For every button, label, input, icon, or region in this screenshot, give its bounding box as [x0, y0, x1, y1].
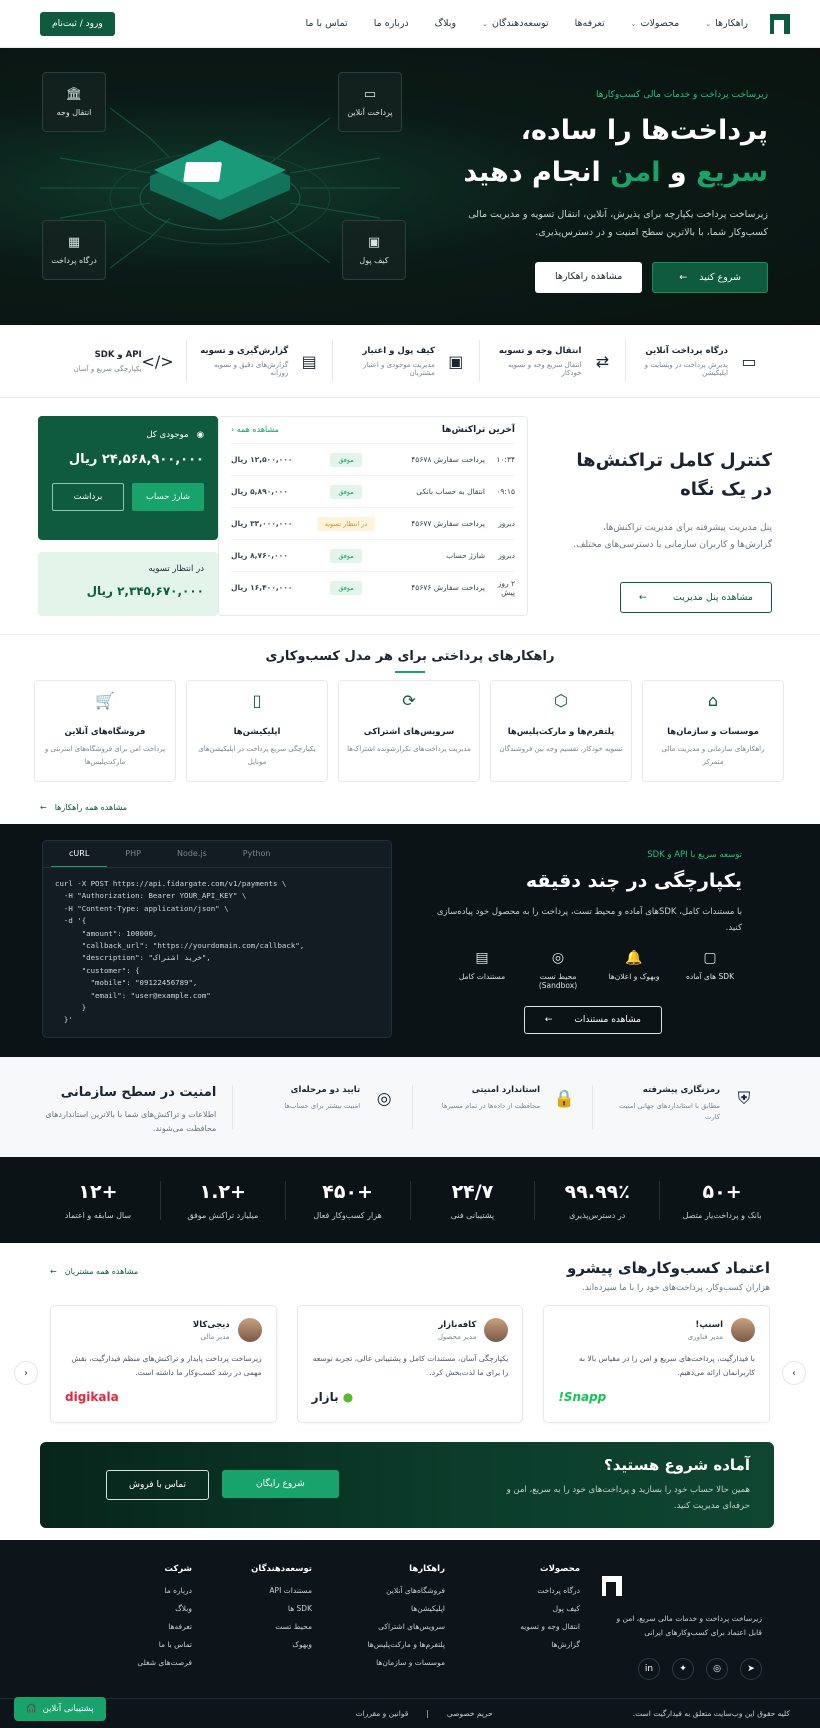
stat-uptime: ۹۹.۹۹٪ در دسترس‌پذیری [534, 1181, 659, 1220]
solution-card-apps[interactable]: ▯ اپلیکیشن‌ها یکپارچگی سریع پرداخت در اپلیکیشن‌های موبایل [186, 680, 328, 782]
footer-link[interactable]: مستندات API [269, 1586, 312, 1595]
hero-card-gateway: ▦ درگاه پرداخت [42, 220, 106, 280]
testimonial-card: کافه‌بازار مدیر محصول یکپارچگی آسان، مستندات کامل و پشتیبانی عالی، تجربه توسعه را برای ما لذت‌بخش کرد. ● بازار [297, 1305, 524, 1423]
table-row[interactable]: ۱۰:۳۴ پرداخت سفارش ۴۵۶۷۸ موفق ۱۲,۵۰۰,۰۰۰ ریال [231, 443, 515, 475]
nav-developers[interactable]: توسعه‌دهندگان ⌄ [482, 18, 549, 29]
charge-button[interactable]: شارژ حساب [132, 483, 204, 511]
linkedin-icon[interactable]: in [638, 1658, 660, 1680]
headset-icon: 🎧 [26, 1704, 37, 1714]
dev-title: یکپارچگی در چند دقیقه [525, 870, 742, 892]
footer-link[interactable]: پلتفرم‌ها و مارکت‌پلیس‌ها [367, 1640, 445, 1649]
view-panel-button[interactable]: مشاهده پنل مدیریت ← [620, 582, 772, 613]
dev-feature-docs: ▤ مستندات کامل [450, 950, 514, 990]
stat-years: +۱۲ سال سابقه و اعتماد [64, 1180, 132, 1220]
twitter-icon[interactable]: ✦ [672, 1658, 694, 1680]
bank-icon: 🏛 [65, 87, 83, 102]
tab-python[interactable]: Python [242, 849, 271, 858]
cta-desc: همین حالا حساب خود را بسازید و پرداخت‌های خود را به سریع، امن و حرفه‌ای مدیریت کنید. [506, 1485, 750, 1511]
code-block [42, 840, 392, 1038]
tab-nodejs[interactable]: Node.js [176, 849, 207, 858]
avatar [238, 1318, 262, 1342]
table-row[interactable]: دیروز شارژ حساب موفق ۸,۷۶۰,۰۰۰ ریال [231, 539, 515, 571]
footer-link[interactable]: فروشگاه‌های آنلاین [386, 1586, 445, 1595]
footer-link[interactable]: موسسات و سازمان‌ها [376, 1658, 445, 1667]
arrow-left-icon: ← [50, 1267, 57, 1276]
document-icon: ▤ [475, 950, 489, 966]
security-item-encryption: ⛨ رمزنگاری پیشرفته مطابق با استانداردهای جهانی امنیت کارت [592, 1085, 772, 1129]
view-docs-button[interactable]: مشاهده مستندات ← [524, 1006, 662, 1034]
footer-link[interactable]: گزارش‌ها [551, 1640, 580, 1649]
table-row[interactable]: دیروز پرداخت سفارش ۴۵۶۷۷ در انتظار تسویه ۳۳,۰۰۰,۰۰۰ ریال [231, 507, 515, 539]
withdraw-button[interactable]: برداشت [52, 483, 124, 511]
nav-blog[interactable]: وبلاگ [434, 18, 457, 29]
nav-pricing[interactable]: تعرفه‌ها [574, 18, 605, 29]
qr-icon: ▦ [67, 235, 81, 250]
footer-brand: زیرساخت پرداخت و خدمات مالی سریع، امن و قابل اعتماد برای کسب‌وکارهای ایرانی ➤ ◎ ✦ in [602, 1576, 762, 1680]
brand-logo: ● بازار [311, 1390, 354, 1404]
status-badge: موفق [330, 549, 361, 563]
card-icon: ▭ [363, 87, 377, 102]
pending-card: در انتظار تسویه ۲,۳۴۵,۶۷۰,۰۰۰ ریال [38, 552, 218, 616]
balance-card: ◉ موجودی کل ۲۴,۵۶۸,۹۰۰,۰۰۰ ریال شارژ حساب برداشت [38, 416, 218, 540]
solution-card-enterprise[interactable]: ⌂ موسسات و سازمان‌ها راهکارهای سازمانی و مدیریت مالی متمرکز [642, 680, 784, 782]
view-all-customers-link[interactable]: مشاهده همه مشتریان ← [50, 1267, 139, 1276]
logo-icon[interactable] [770, 14, 790, 34]
dev-feature-sdk: ▢ SDK های آماده [678, 950, 742, 990]
view-all-solutions-link[interactable]: مشاهده همه راهکارها ← [40, 803, 128, 812]
report-icon: ▤ [301, 351, 317, 371]
footer-link[interactable]: SDK ها [287, 1604, 312, 1613]
online-support-button[interactable]: پشتیبانی آنلاین 🎧 [14, 1697, 106, 1721]
nav-products[interactable]: محصولات ⌄ [630, 18, 680, 29]
refresh-icon: ⟳ [402, 691, 416, 710]
footer-link[interactable]: وبلاگ [175, 1604, 192, 1613]
footer-link[interactable]: درگاه پرداخت [537, 1586, 580, 1595]
testimonials-subtitle: هزاران کسب‌وکار، پرداخت‌های خود را با ما سپرده‌اند. [582, 1283, 770, 1293]
stat-support: ۲۴/۷ پشتیبانی فنی [410, 1181, 535, 1220]
stat-businesses: +۴۵۰ هزار کسب‌وکار فعال [285, 1181, 410, 1220]
status-badge: موفق [330, 453, 361, 467]
security-section [0, 1057, 820, 1157]
solution-card-shops[interactable]: 🛒 فروشگاه‌های آنلاین پرداخت امن برای فروشگاه‌های اینترنتی و مارکت‌پلیس‌ها [34, 680, 176, 782]
chevron-down-icon: ⌄ [705, 19, 712, 28]
lock-icon: 🔒 [553, 1089, 575, 1109]
footer-link[interactable]: تعرفه‌ها [168, 1622, 192, 1631]
tab-curl[interactable]: cURL [51, 841, 107, 867]
arrow-left-icon: ← [544, 1015, 553, 1025]
cart-icon: 🛒 [95, 691, 115, 710]
features-bar [0, 325, 820, 398]
tab-php[interactable]: PHP [125, 849, 141, 858]
footer-bottom: کلیه حقوق این وب‌سایت متعلق به فیدارگیت است. حریم خصوصی | قوانین و مقررات [0, 1698, 820, 1728]
developer-section [0, 824, 820, 1057]
free-start-button[interactable]: شروع رایگان [222, 1470, 339, 1498]
copyright: کلیه حقوق این وب‌سایت متعلق به فیدارگیت است. [632, 1709, 790, 1718]
status-badge: موفق [330, 485, 361, 499]
title-underline [395, 671, 425, 673]
dev-subtitle: توسعه سریع با API و SDK [647, 850, 742, 860]
arrow-left-icon: ← [638, 592, 647, 603]
mobile-icon: ▯ [252, 691, 262, 710]
site-header [0, 0, 820, 48]
code-snippet: curl -X POST https://api.fidargate.com/v1/payments \ -H "Authorization: Bearer YOUR_API_KEY" \ -H "Content-Type: application/json" \ -d '{ "amount": 100000, "callback_url": "https://yourdomain.com/callback", "description": "خرید اشتراک", "customer": { "mobile": "09122456789", "email": "user@example.com" } }' [55, 879, 305, 1025]
instagram-icon[interactable]: ◎ [706, 1658, 728, 1680]
box-icon: ⬡ [554, 691, 568, 710]
start-button[interactable]: شروع کنید ← [652, 262, 768, 293]
solution-card-subscription[interactable]: ⟳ سرویس‌های اشتراکی مدیریت پرداخت‌های تکرارشونده اشتراک‌ها [338, 680, 480, 782]
cta-title: آماده شروع هستید؟ [604, 1456, 750, 1474]
table-row[interactable]: ۰۹:۱۵ انتقال به حساب بانکی موفق ۵,۸۹۰,۰۰۰ ریال [231, 475, 515, 507]
transactions-table [218, 416, 528, 616]
hero-card-wallet: ▣ کیف پول [342, 220, 406, 280]
login-button[interactable]: ورود / ثبت‌نام [40, 12, 115, 36]
code-icon: </> [141, 351, 174, 371]
solutions-section [0, 634, 820, 824]
wallet-icon: ▣ [367, 235, 381, 250]
hero-card-online: ▭ پرداخت آنلاین [338, 72, 402, 132]
table-title: آخرین تراکنش‌ها [441, 425, 515, 435]
fingerprint-icon: ◎ [376, 1089, 392, 1109]
status-badge: موفق [330, 581, 361, 595]
terms-link[interactable]: قوانین و مقررات [355, 1709, 409, 1718]
nav-about[interactable]: درباره ما [373, 18, 409, 29]
testimonials-section [0, 1243, 820, 1429]
testimonial-card: دیجی‌کالا مدیر مالی زیرساخت پرداخت پایدار و تراکنش‌های منظم فیدارگیت، نقش مهمی در رشد کسب‌وکار ما داشته است. digikala [50, 1305, 277, 1423]
status-badge: در انتظار تسویه [317, 517, 375, 531]
footer-col-developers: توسعه‌دهندگان مستندات API SDK ها محیط تست وبهوک [251, 1560, 312, 1654]
stats-bar [0, 1157, 820, 1243]
arrow-left-icon: ← [679, 272, 688, 283]
main-nav [306, 18, 748, 29]
footer-col-products: محصولات درگاه پرداخت کیف پول انتقال وجه و تسویه گزارش‌ها [520, 1560, 580, 1654]
nav-solutions[interactable]: راهکارها ⌄ [705, 18, 748, 29]
bag-icon: ● [342, 1390, 354, 1404]
feature-api[interactable]: </> API و SDK یکپارچگی سریع و آسان [73, 349, 174, 373]
carousel-prev-button[interactable]: ‹ [14, 1361, 38, 1385]
feature-gateway[interactable]: ▭ درگاه پرداخت آنلاین پذیرش پرداخت در وبسایت و اپلیکیشن [625, 340, 772, 382]
stat-banks: +۵۰ بانک و پرداخت‌یار متصل [659, 1181, 784, 1220]
footer-link[interactable]: درباره ما [164, 1586, 192, 1595]
transactions-section [0, 398, 820, 634]
carousel-next-button[interactable]: › [782, 1361, 806, 1385]
bell-icon: 🔔 [625, 950, 643, 966]
security-item-standard: 🔒 استاندارد امنیتی محافظت از داده‌ها در تمام مسیرها [412, 1085, 592, 1129]
wallet-icon: ▣ [448, 351, 464, 371]
footer-link[interactable]: فرصت‌های شغلی [137, 1658, 192, 1667]
footer-link[interactable]: کیف پول [552, 1604, 580, 1613]
check-circle-icon: ◎ [551, 950, 565, 966]
shield-icon: ⛨ [737, 1089, 751, 1109]
table-row[interactable]: ۲ روز پیش پرداخت سفارش ۴۵۶۷۶ موفق ۱۶,۴۰۰,۰۰۰ ریال [231, 571, 515, 603]
hero-desc: زیرساخت پرداخت یکپارچه برای پذیرش، آنلاین، انتقال تسویه و مدیریت مالی کسب‌وکار شما، با بالاترین سطح امنیت و در دسترس‌پذیری. [468, 209, 768, 238]
avatar [731, 1318, 755, 1342]
view-all-link[interactable]: مشاهده همه ‹ [231, 425, 279, 434]
footer-link[interactable]: وبهوک [292, 1640, 312, 1649]
footer-link[interactable]: محیط تست [275, 1622, 312, 1631]
testimonials-title: اعتماد کسب‌وکارهای پیشرو [567, 1259, 770, 1277]
arrow-left-icon: ← [40, 803, 47, 812]
dev-feature-webhook: 🔔 وبهوک و اعلان‌ها [602, 950, 666, 990]
stat-transactions: +۱.۲ میلیارد تراکنش موفق [160, 1181, 285, 1220]
solutions-title: راهکارهای پرداختی برای هر مدل کسب‌وکاری [265, 649, 555, 664]
contact-sales-button[interactable]: تماس با فروش [106, 1470, 209, 1500]
eye-icon[interactable]: ◉ [196, 430, 204, 440]
dev-desc: با مستندات کامل، SDKهای آماده و محیط تست، پرداخت را به محصول خود پیاده‌سازی کنید. [436, 907, 742, 933]
hero-card-transfer: 🏛 انتقال وجه [42, 72, 106, 132]
nav-contact[interactable]: تماس با ما [305, 18, 348, 29]
hero-section [0, 48, 820, 325]
telegram-icon[interactable]: ➤ [740, 1658, 762, 1680]
view-solutions-button[interactable]: مشاهده راهکارها [535, 262, 642, 293]
solution-card-platforms[interactable]: ⬡ پلتفرم‌ها و مارکت‌پلیس‌ها تسویه خودکار، تقسیم وجه بین فروشندگان [490, 680, 632, 782]
avatar [484, 1318, 508, 1342]
trx-title: کنترل کامل تراکنش‌ها در یک نگاه [576, 450, 772, 500]
feature-transfer[interactable]: ⇄ انتقال وجه و تسویه انتقال سریع وجه و تسویه خودکار [479, 340, 626, 382]
hero-subtitle: زیرساخت پرداخت و خدمات مالی کسب‌وکارها [595, 90, 768, 100]
feature-reports[interactable]: ▤ گزارش‌گیری و تسویه گزارش‌های دقیق و تسویه روزانه [186, 340, 333, 382]
feature-wallet[interactable]: ▣ کیف پول و اعتبار مدیریت موجودی و اعتبار مشتریان [332, 340, 479, 382]
trx-desc: پنل مدیریت پیشرفته برای مدیریت تراکنش‌ها، گزارش‌ها و کاربران سازمانی با دسترسی‌های مختلف. [573, 523, 772, 550]
testimonial-card: اسنپ! مدیر فناوری با فیدارگیت، پرداخت‌های سریع و امن را در مقیاس بالا به کاربرانمان ارائه می‌دهیم. Snapp! [543, 1305, 770, 1423]
dev-feature-sandbox: ◎ محیط تست (Sandbox) [526, 950, 590, 990]
chevron-down-icon: ⌄ [630, 19, 637, 28]
brand-logo: Snapp! [558, 1390, 607, 1404]
privacy-link[interactable]: حریم خصوصی [446, 1709, 493, 1718]
hero-title: پرداخت‌ها را ساده، سریع و امن انجام دهید [463, 115, 768, 188]
brand-logo: digikala [64, 1390, 119, 1404]
user-building-icon: ⌂ [707, 691, 719, 710]
footer-col-company: شرکت درباره ما وبلاگ تعرفه‌ها تماس با ما فرصت‌های شغلی [137, 1560, 192, 1672]
footer-col-solutions: راهکارها فروشگاه‌های آنلاین اپلیکیشن‌ها سرویس‌های اشتراکی پلتفرم‌ها و مارکت‌پلیس‌ها موسسات و سازمان‌ها [367, 1560, 445, 1672]
balance-value: ۲۴,۵۶۸,۹۰۰,۰۰۰ ریال [68, 452, 204, 467]
sdk-icon: ▢ [703, 950, 717, 966]
footer-link[interactable]: انتقال وجه و تسویه [520, 1622, 580, 1631]
footer-link[interactable]: اپلیکیشن‌ها [411, 1604, 445, 1613]
chevron-down-icon: ⌄ [482, 19, 488, 28]
logo-icon [602, 1576, 622, 1596]
site-footer [0, 1540, 820, 1728]
security-heading: امنیت در سطح سازمانی اطلاعات و تراکنش‌های شما با بالاترین استانداردهای محافظت می‌شوند. [45, 1085, 217, 1133]
footer-link[interactable]: تماس با ما [158, 1640, 192, 1649]
cta-banner [40, 1442, 774, 1528]
transfer-icon: ⇄ [595, 351, 610, 371]
footer-link[interactable]: سرویس‌های اشتراکی [378, 1622, 445, 1631]
card-icon: ▭ [741, 351, 757, 371]
security-item-2fa: ◎ تایید دو مرحله‌ای امنیت بیشتر برای حساب‌ها [232, 1085, 412, 1129]
